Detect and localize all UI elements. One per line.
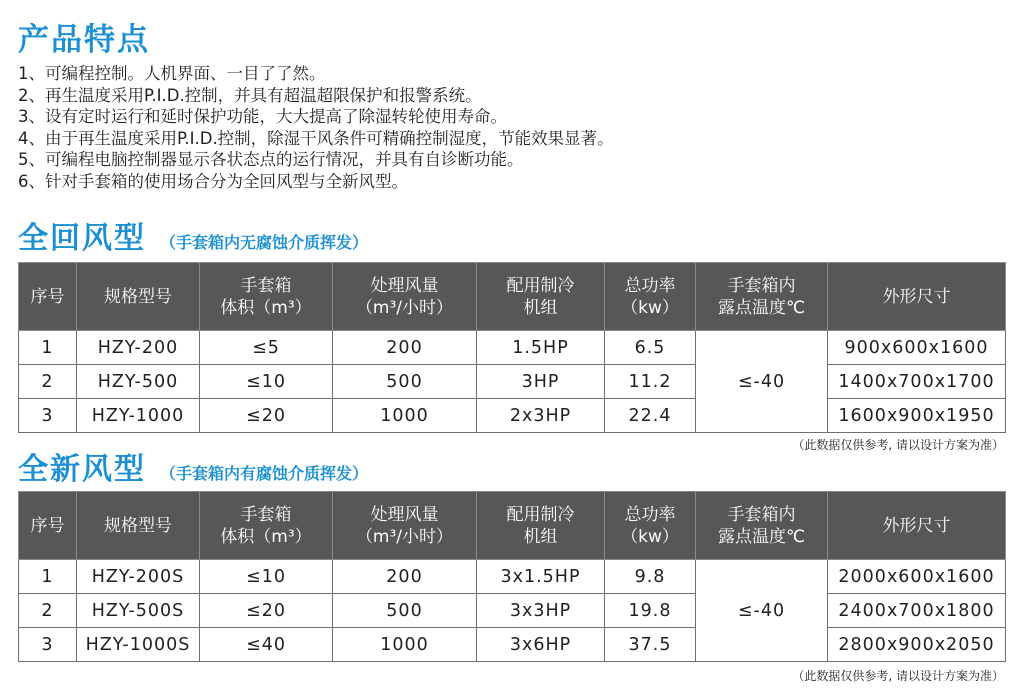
cell-volume: ≤10 [200,560,333,594]
cell-model: HZY-200S [77,560,200,594]
cell-model: HZY-200 [77,331,200,365]
cell-size: 1600x900x1950 [828,399,1006,433]
fresh-air-section-title [18,444,368,488]
cell-model: HZY-500 [77,365,200,399]
cell-airflow: 1000 [333,399,477,433]
feature-item: 1、可编程控制。人机界面、一目了了然。 [18,64,326,83]
header-airflow: 处理风量 （m³/小时） [333,263,477,331]
feature-item: 6、针对手套箱的使用场合分为全回风型与全新风型。 [18,171,408,191]
feature-item: 4、由于再生温度采用P.I.D.控制，除湿干风条件可精确控制湿度，节能效果显著。 [18,128,614,148]
table-row [19,399,1006,433]
cell-chiller: 2x3HP [477,399,605,433]
cell-model: HZY-1000 [77,399,200,433]
table-header-row [19,263,1006,331]
cell-chiller: 3HP [477,365,605,399]
header-chiller: 配用制冷 机组 [477,492,605,560]
header-model: 规格型号 [77,492,200,560]
features-title: 产品特点 [18,22,150,58]
cell-seq: 2 [19,365,77,399]
features-list [18,63,614,193]
cell-power: 22.4 [605,399,696,433]
header-volume: 手套箱 体积（m³） [200,263,333,331]
cell-volume: ≤10 [200,365,333,399]
cell-airflow: 200 [333,560,477,594]
feature-item: 3、设有定时运行和延时保护功能，大大提高了除湿转轮使用寿命。 [18,107,507,127]
cell-model: HZY-1000S [77,628,200,662]
table-row [19,594,1006,628]
cell-dew-point: ≤-40 [696,560,828,662]
table-header-row [19,492,1006,560]
cell-size: 2000x600x1600 [828,560,1006,594]
feature-item: 2、再生温度采用P.I.D.控制，并具有超温超限保护和报警系统。 [18,85,482,105]
header-dew-point: 手套箱内 露点温度℃ [696,492,828,560]
cell-size: 1400x700x1700 [828,365,1006,399]
return-air-title: 全回风型 [18,221,146,256]
cell-airflow: 500 [333,594,477,628]
cell-chiller: 3x3HP [477,594,605,628]
header-size: 外形尺寸 [828,492,1006,560]
cell-power: 19.8 [605,594,696,628]
fresh-air-table [18,491,1006,662]
table-row [19,331,1006,365]
header-dew-point: 手套箱内 露点温度℃ [696,263,828,331]
cell-chiller: 3x6HP [477,628,605,662]
cell-size: 2400x700x1800 [828,594,1006,628]
fresh-air-subtitle: （手套箱内有腐蚀介质挥发） [160,464,369,483]
cell-power: 37.5 [605,628,696,662]
cell-chiller: 3x1.5HP [477,560,605,594]
table-row [19,628,1006,662]
header-seq: 序号 [19,263,77,331]
fresh-air-note: （此数据仅供参考, 请以设计方案为准） [792,669,1004,683]
cell-seq: 2 [19,594,77,628]
cell-chiller: 1.5HP [477,331,605,365]
header-power: 总功率 （kw） [605,263,696,331]
cell-airflow: 1000 [333,628,477,662]
return-air-subtitle: （手套箱内无腐蚀介质挥发） [160,233,369,252]
cell-seq: 1 [19,331,77,365]
cell-seq: 3 [19,628,77,662]
cell-airflow: 500 [333,365,477,399]
fresh-air-title: 全新风型 [18,452,146,487]
return-air-table [18,262,1006,433]
cell-volume: ≤40 [200,628,333,662]
header-volume: 手套箱 体积（m³） [200,492,333,560]
header-airflow: 处理风量 （m³/小时） [333,492,477,560]
cell-volume: ≤20 [200,399,333,433]
cell-size: 900x600x1600 [828,331,1006,365]
cell-volume: ≤5 [200,331,333,365]
cell-airflow: 200 [333,331,477,365]
cell-power: 6.5 [605,331,696,365]
header-chiller: 配用制冷 机组 [477,263,605,331]
cell-size: 2800x900x2050 [828,628,1006,662]
cell-volume: ≤20 [200,594,333,628]
return-air-note: （此数据仅供参考, 请以设计方案为准） [792,438,1004,452]
header-model: 规格型号 [77,263,200,331]
cell-power: 11.2 [605,365,696,399]
cell-power: 9.8 [605,560,696,594]
feature-item: 5、可编程电脑控制器显示各状态点的运行情况，并具有自诊断功能。 [18,150,524,170]
table-row [19,560,1006,594]
header-power: 总功率 （kw） [605,492,696,560]
header-seq: 序号 [19,492,77,560]
cell-model: HZY-500S [77,594,200,628]
cell-seq: 1 [19,560,77,594]
table-row [19,365,1006,399]
cell-seq: 3 [19,399,77,433]
cell-dew-point: ≤-40 [696,331,828,433]
return-air-section-title [18,213,368,257]
header-size: 外形尺寸 [828,263,1006,331]
